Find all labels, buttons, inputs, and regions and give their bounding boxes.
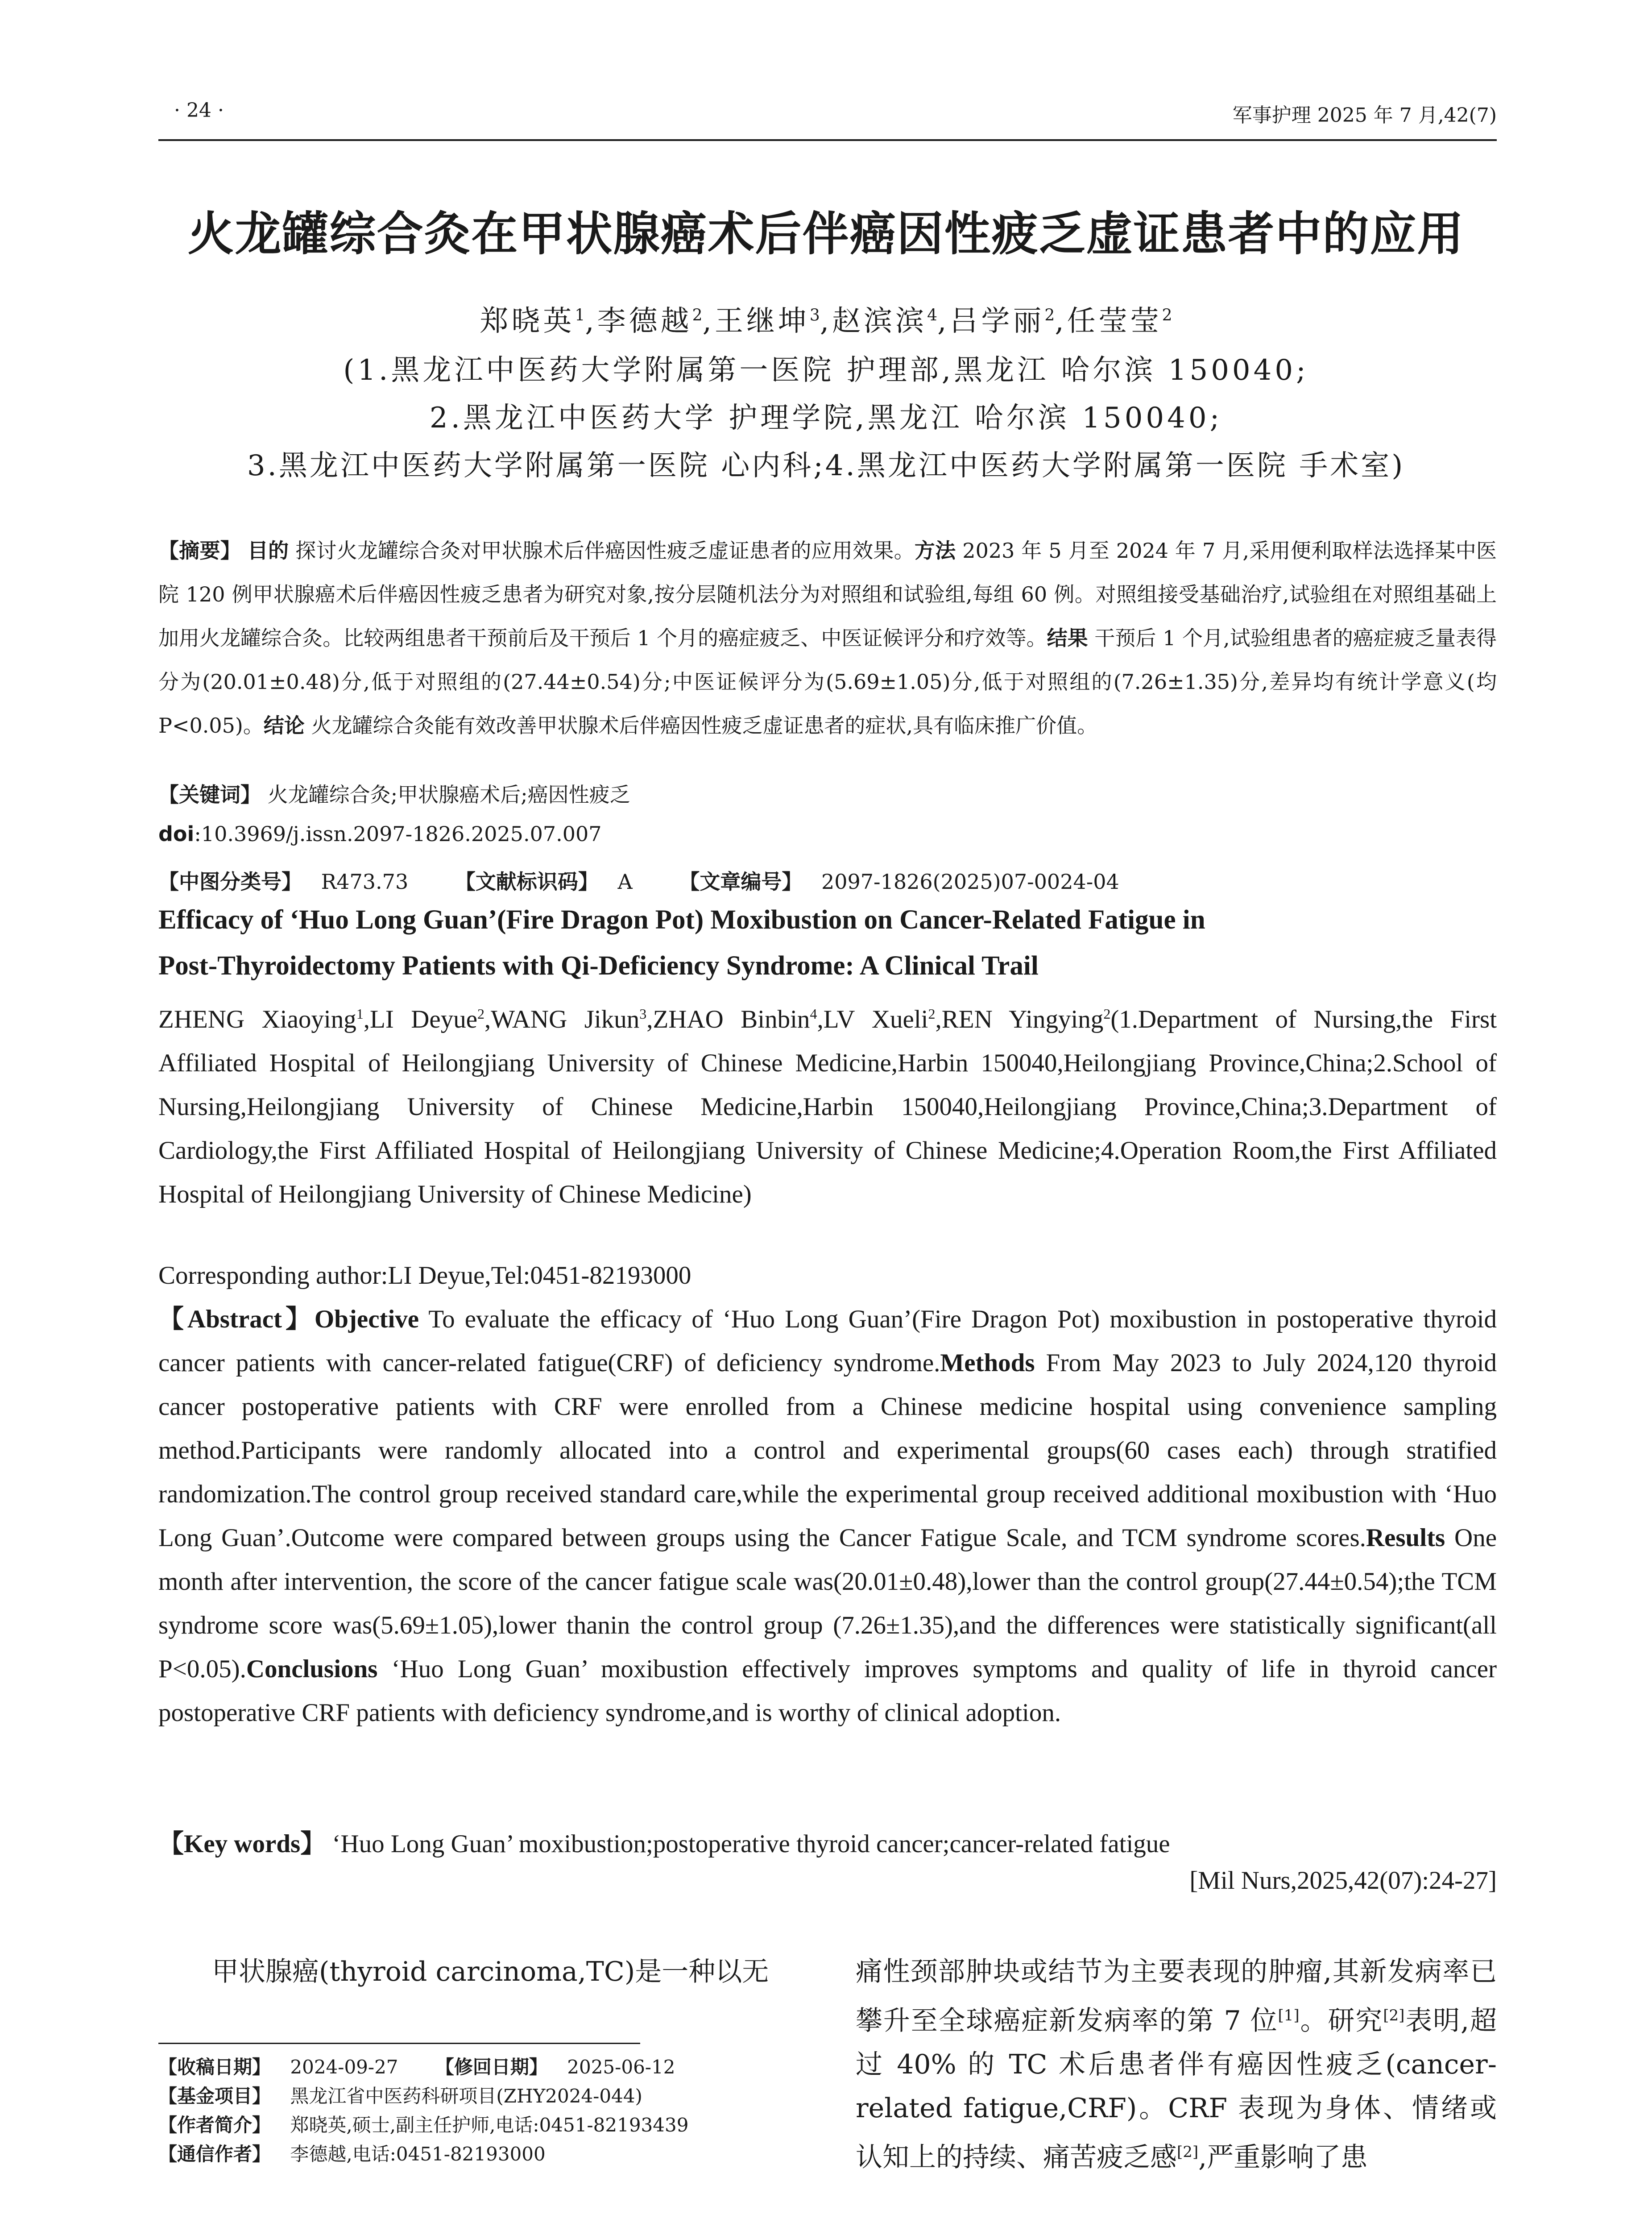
keywords-label: 【关键词】 xyxy=(158,783,261,807)
author-sup: 3 xyxy=(639,1006,647,1022)
author-sup: 2 xyxy=(928,1006,936,1022)
page-number: · 24 · xyxy=(174,99,224,122)
contact-text: 李德越,电话:0451-82193000 xyxy=(290,2143,546,2165)
author-sup: 2 xyxy=(692,306,703,325)
contact-label: 【通信作者】 xyxy=(158,2143,271,2165)
article-no-label: 【文章编号】 xyxy=(679,870,803,894)
received-date: 2024-09-27 xyxy=(290,2056,398,2078)
results-label: 结果 xyxy=(1047,626,1088,650)
article-no-value: 2097-1826(2025)07-0024-04 xyxy=(821,870,1119,894)
author-name-en: ,WANG Jikun xyxy=(484,1005,640,1033)
english-affiliations: (1.Department of Nursing,the First Affiliated Hospital of Heilongjiang University of Chinese Medicine,Harbin 150040,Heilongjiang Province,China;2.School of Nursing,Heilongjiang University of Chinese Medicine,Harbin 150040,Heilongjiang Province,China;3.Department of Cardiology,the First Affiliated Hospital of Heilongjiang University of Chinese Medicine;4.Operation Room,the First Affiliated Hospital of Heilongjiang University of Chinese Medicine) xyxy=(158,1005,1497,1208)
clc-value: R473.73 xyxy=(321,870,409,894)
objective-label-en: Objective xyxy=(314,1305,419,1333)
methods-text-en: From May 2023 to July 2024,120 thyroid cancer postoperative patients with CRF were enrolled from a Chinese medicine hospital using convenience sampling method.Participants were randomly allocated into a control and experimental groups(60 cases each) through stratified randomization.The control group received standard care,while the experimental group received additional moxibustion with ‘Huo Long Guan’.Outcome were compared between groups using the Cancer Fatigue Scale, and TCM syndrome scores. xyxy=(158,1349,1497,1552)
author-name: 任莹莹 xyxy=(1067,305,1162,338)
doc-code-label: 【文献标识码】 xyxy=(455,870,599,894)
fund-text: 黑龙江省中医药科研项目(ZHY2024-044) xyxy=(290,2085,642,2107)
methods-label-en: Methods xyxy=(940,1349,1035,1377)
footnote-fund xyxy=(158,2082,642,2108)
body-text: ,严重影响了患 xyxy=(1198,2142,1368,2173)
body-text: 痛性颈部肿块或结节为主要表现的肿瘤,其新发病率已攀升至全球癌症新发病率的第 7 位 xyxy=(856,1956,1497,2036)
doi-text: :10.3969/j.issn.2097-1826.2025.07.007 xyxy=(194,822,602,846)
abstract-en xyxy=(158,1298,1497,1735)
author-sup: 3 xyxy=(809,306,820,325)
author-bio-label: 【作者简介】 xyxy=(158,2114,271,2136)
intro-right xyxy=(856,1950,1497,2179)
abstract-label-en: 【Abstract】 xyxy=(158,1305,315,1333)
methods-text: 2023 年 5 月至 2024 年 7 月,采用便利取样法选择某中医院 120 例甲状腺癌术后伴癌因性疲乏患者为研究对象,按分层随机法分为对照组和试验组,每组 60 例。对照组接受基础治疗,试验组在对照组基础上加用火龙罐综合灸。比较两组患者干预前后及干预后 1 个月的癌症疲乏、中医证候评分和疗效等。 xyxy=(158,539,1497,650)
results-text-en: One month after intervention, the score of the cancer fatigue scale was(20.01±0.48),lower than the control group(27.44±0.54);the TCM syndrome score was(5.69±1.05),lower thanin the control group (7.26±1.35),and the differences were statistically significant(all P<0.05). xyxy=(158,1524,1497,1683)
intro-text: 甲状腺癌(thyroid carcinoma,TC)是一种以无 xyxy=(212,1956,769,1987)
affiliation-line: (1.黑龙江中医药大学附属第一医院 护理部,黑龙江 哈尔滨 150040; xyxy=(343,354,1309,387)
english-title-line: Efficacy of ‘Huo Long Guan’(Fire Dragon Pot) Moxibustion on Cancer-Related Fatigue in xyxy=(158,905,1205,935)
author-name-en: ,REN Yingying xyxy=(935,1005,1104,1033)
author-name: 王继坤 xyxy=(714,305,810,338)
abstract-cn xyxy=(158,529,1497,747)
objective-text: 探讨火龙罐综合灸对甲状腺术后伴癌因性疲乏虚证患者的应用效果。 xyxy=(289,539,915,563)
author-sup: 1 xyxy=(356,1006,364,1022)
author-sup: 2 xyxy=(1103,1006,1111,1022)
clc-label: 【中图分类号】 xyxy=(158,870,302,894)
keywords-label-en: 【Key words】 xyxy=(158,1830,326,1858)
english-title xyxy=(158,897,1497,989)
methods-label: 方法 xyxy=(914,539,956,563)
keywords-en xyxy=(158,1822,1497,1866)
author-bio-text: 郑晓英,硕士,副主任护师,电话:0451-82193439 xyxy=(290,2114,689,2136)
author-sup: 1 xyxy=(575,306,585,325)
author-name: 郑晓英 xyxy=(480,305,575,338)
author-list xyxy=(0,298,1652,339)
conclusions-label-en: Conclusions xyxy=(246,1655,378,1683)
body-text: 表明,超过 40% 的 TC 术后患者伴有癌因性疲乏(cancer-related fatigue,CRF)。CRF 表现为身体、情绪或认知上的持续、痛苦疲乏感 xyxy=(856,2005,1497,2173)
conclusion-label: 结论 xyxy=(263,713,305,738)
abstract-label: 【摘要】 xyxy=(158,539,241,563)
author-name-en: ,LV Xueli xyxy=(817,1005,928,1033)
author-name: 李德越 xyxy=(597,305,692,338)
body-text: 。研究 xyxy=(1299,2005,1383,2036)
author-name: 吕学丽 xyxy=(949,305,1045,338)
english-title-line: Post-Thyroidectomy Patients with Qi-Deficiency Syndrome: A Clinical Trail xyxy=(158,951,1039,981)
revised-date: 2025-06-12 xyxy=(567,2056,675,2078)
ref-mark: [2] xyxy=(1383,2007,1405,2024)
doi-label: doi xyxy=(158,822,195,846)
author-sup: 2 xyxy=(1162,306,1172,325)
intro-left xyxy=(158,1950,801,1994)
affiliation-line: 3.黑龙江中医药大学附属第一医院 心内科;4.黑龙江中医药大学附属第一医院 手术室) xyxy=(247,449,1405,482)
revised-label: 【修回日期】 xyxy=(435,2056,548,2078)
fund-label: 【基金项目】 xyxy=(158,2085,271,2107)
classification-line xyxy=(158,866,1119,895)
author-sep: , xyxy=(702,305,715,338)
keywords-cn xyxy=(158,779,630,808)
conclusions-text-en: ‘Huo Long Guan’ moxibustion effectively improves symptoms and quality of life in thyroid cancer postoperative CRF patients with deficiency syndrome,and is worthy of clinical adoption. xyxy=(158,1655,1497,1727)
author-sup: 2 xyxy=(477,1006,485,1022)
conclusion-text: 火龙罐综合灸能有效改善甲状腺术后伴癌因性疲乏虚证患者的症状,具有临床推广价值。 xyxy=(304,713,1098,738)
keywords-text: 火龙罐综合灸;甲状腺癌术后;癌因性疲乏 xyxy=(261,783,630,807)
author-sep: , xyxy=(585,305,597,338)
article-title: 火龙罐综合灸在甲状腺癌术后伴癌因性疲乏虚证患者中的应用 xyxy=(187,207,1465,261)
citation: [Mil Nurs,2025,42(07):24-27] xyxy=(1189,1866,1497,1895)
author-name: 赵滨滨 xyxy=(832,305,927,338)
author-name-en: ,LI Deyue xyxy=(363,1005,478,1033)
keywords-text-en: ‘Huo Long Guan’ moxibustion;postoperative thyroid cancer;cancer-related fatigue xyxy=(326,1830,1170,1858)
author-name-en: ,ZHAO Binbin xyxy=(646,1005,810,1033)
author-name-en: ZHENG Xiaoying xyxy=(158,1005,356,1033)
english-authors xyxy=(158,992,1497,1216)
objective-text-en: To evaluate the efficacy of ‘Huo Long Guan’(Fire Dragon Pot) moxibustion in postoperative thyroid cancer patients with cancer-related fatigue(CRF) of deficiency syndrome. xyxy=(158,1305,1497,1377)
objective-label: 目的 xyxy=(247,539,289,563)
doc-code-value: A xyxy=(617,870,633,894)
header-rule xyxy=(158,139,1497,141)
author-sep: , xyxy=(1055,305,1067,338)
journal-running-head: 军事护理 2025 年 7 月,42(7) xyxy=(1232,104,1497,127)
affiliation-line: 2.黑龙江中医药大学 护理学院,黑龙江 哈尔滨 150040; xyxy=(429,402,1223,435)
author-sup: 4 xyxy=(810,1006,817,1022)
author-sup: 4 xyxy=(927,306,938,325)
corresponding-author: Corresponding author:LI Deyue,Tel:0451-82193000 xyxy=(158,1261,691,1290)
doi-line xyxy=(158,822,602,846)
results-label-en: Results xyxy=(1366,1524,1445,1552)
results-text: 干预后 1 个月,试验组患者的癌症疲乏量表得分为(20.01±0.48)分,低于对照组的(27.44±0.54)分;中医证候评分为(5.69±1.05)分,低于对照组的(7.26±1.35)分,差异均有统计学意义(均 P<0.05)。 xyxy=(158,626,1497,738)
received-label: 【收稿日期】 xyxy=(158,2056,271,2078)
ref-mark: [1] xyxy=(1278,2007,1300,2024)
ref-mark: [2] xyxy=(1177,2143,1199,2161)
author-sep: , xyxy=(937,305,950,338)
footnote-contact xyxy=(158,2140,546,2166)
footnote-rule xyxy=(158,2043,640,2044)
author-sup: 2 xyxy=(1044,306,1055,325)
footnote-dates xyxy=(158,2053,675,2079)
footnote-author xyxy=(158,2111,688,2137)
author-sep: , xyxy=(820,305,832,338)
